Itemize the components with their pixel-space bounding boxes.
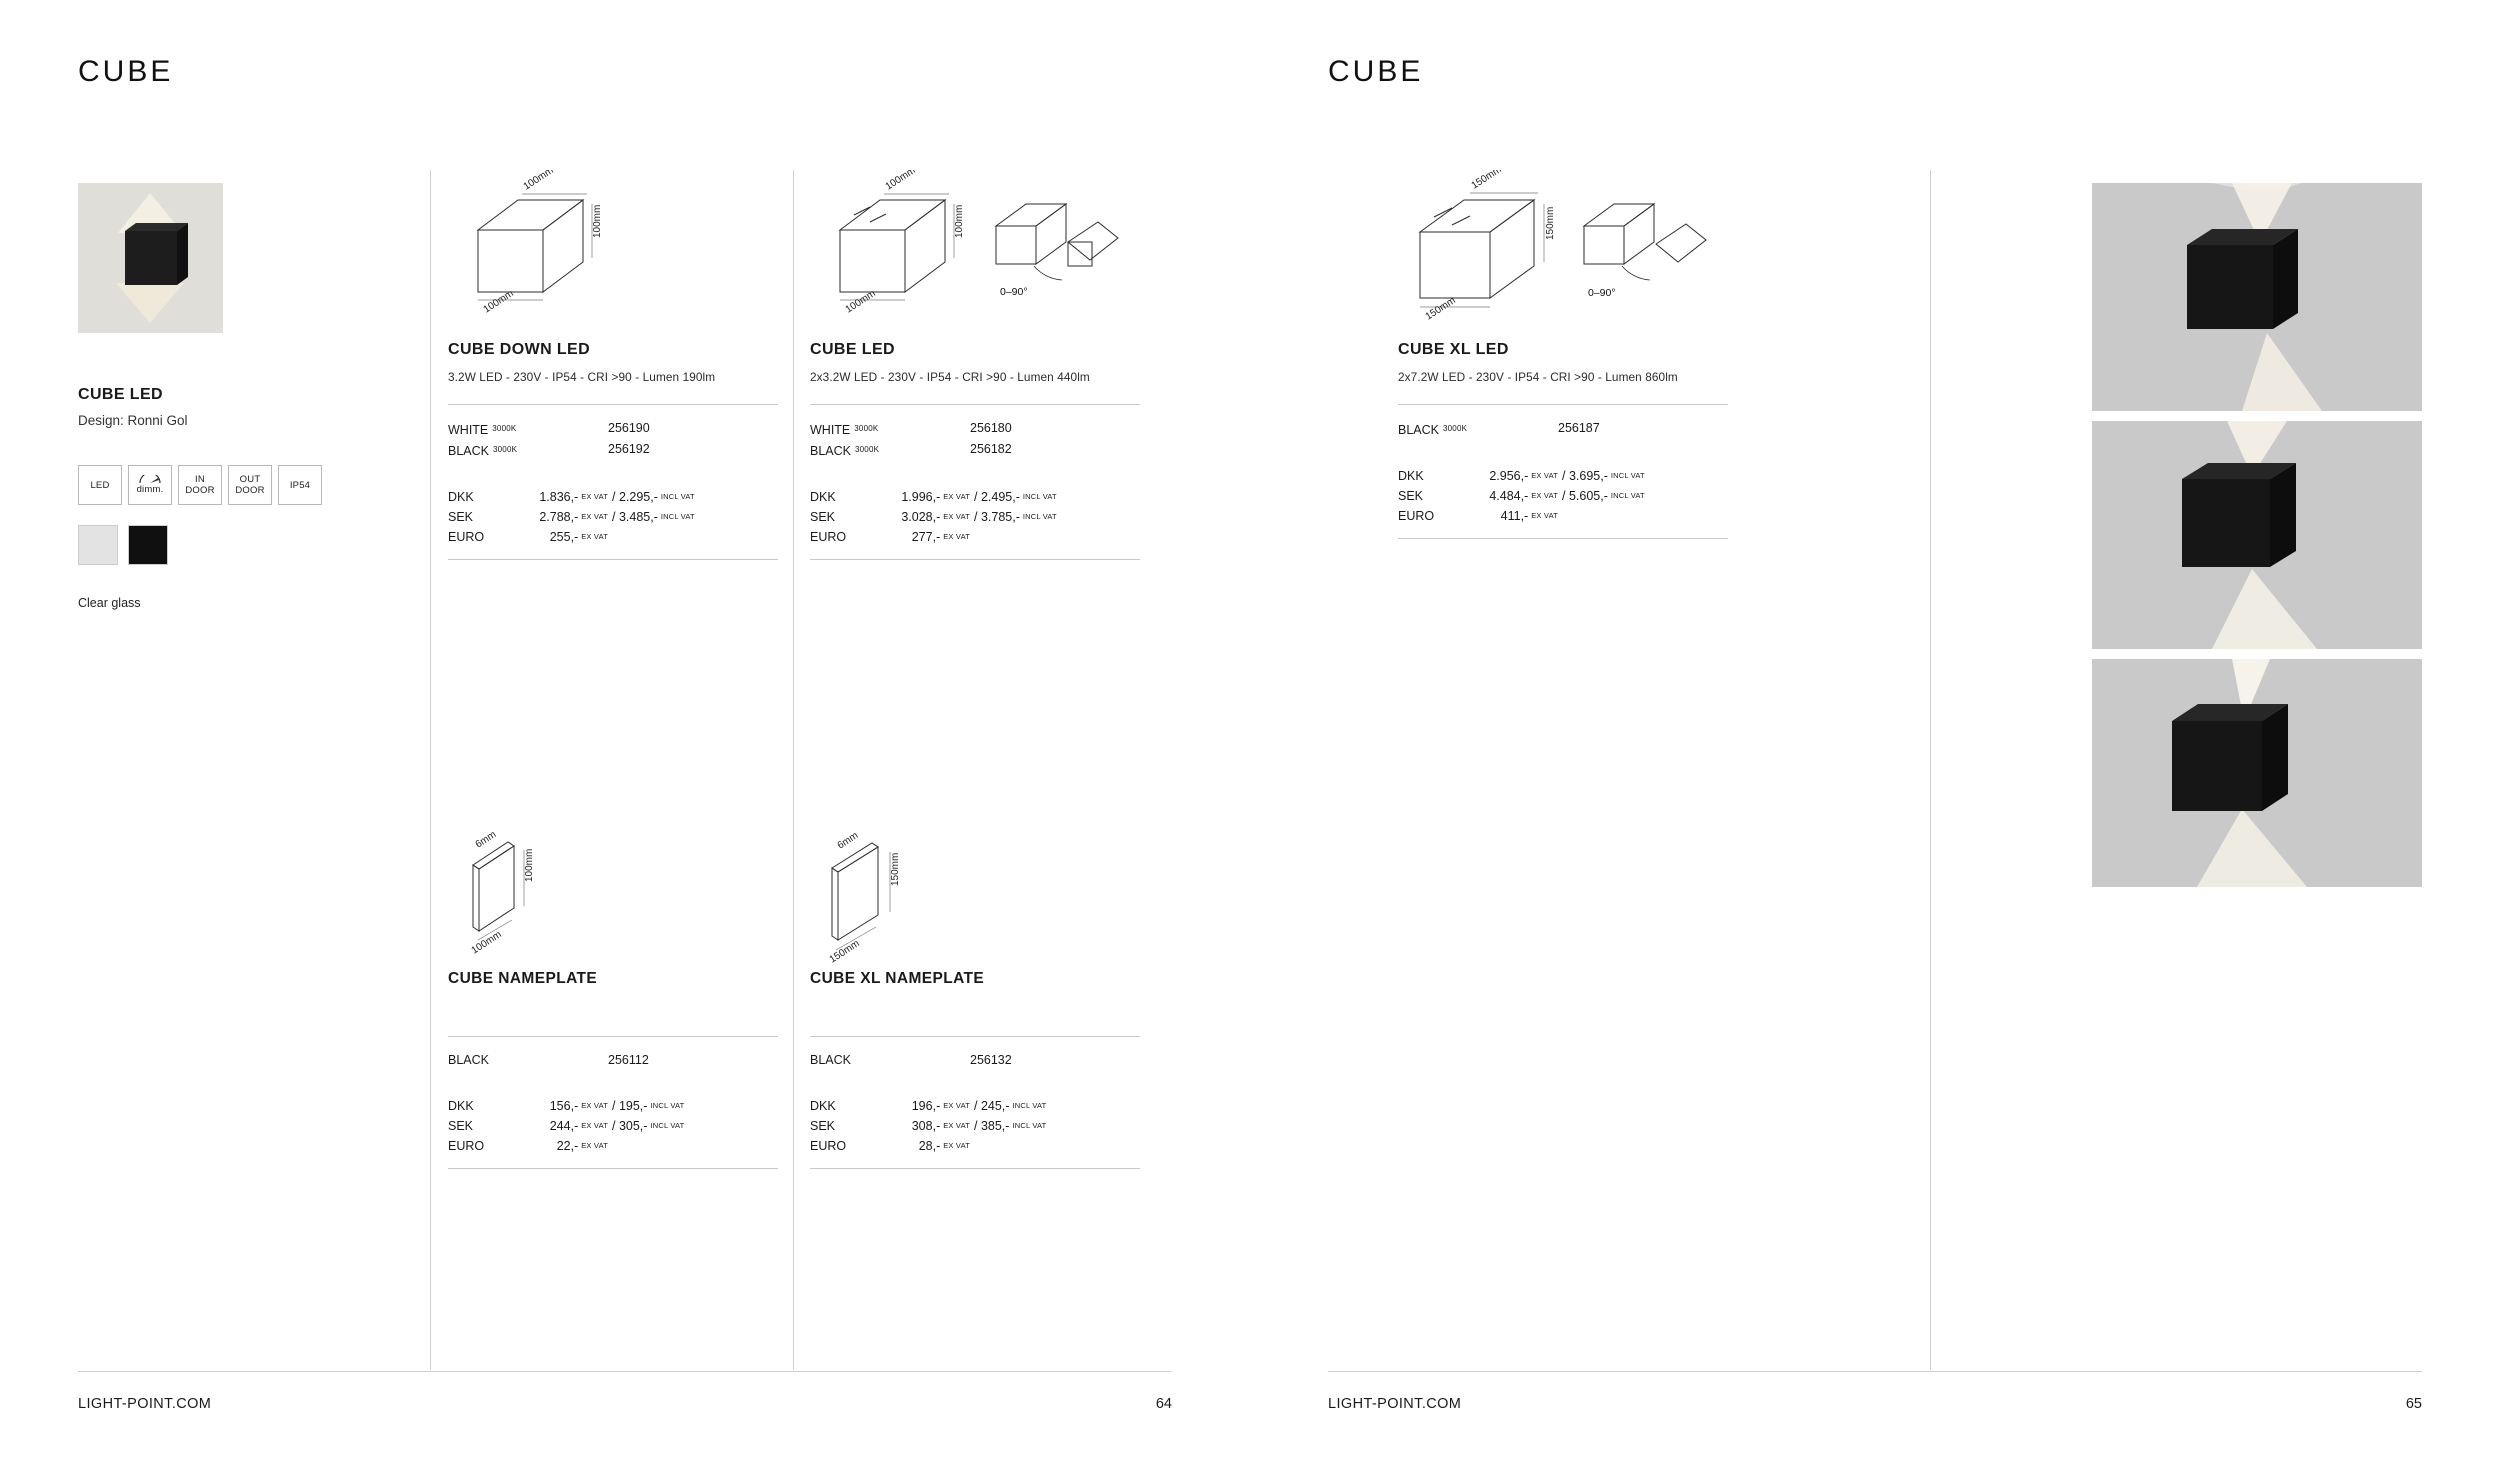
svg-text:100mm: 100mm [954,204,965,238]
divider [448,1168,778,1169]
table-row [810,419,1140,440]
code-table [448,1051,778,1070]
incl-vat-label: INCL VAT [1022,492,1057,501]
led-icon-label: LED [90,479,110,491]
currency-label: DKK [448,1099,474,1113]
currency-label: EURO [1398,509,1435,523]
nameplate-cube [448,820,778,1169]
ex-vat-label: EX VAT [943,492,970,501]
ex-vat-label: EX VAT [943,1101,970,1110]
table-row [810,1116,1140,1136]
color-swatches [78,525,168,565]
table-row [1398,486,1728,506]
table-row [448,1116,778,1136]
currency-label: SEK [810,510,836,524]
footer-url[interactable]: LIGHT-POINT.COM [1328,1396,1462,1412]
incl-vat-label: INCL VAT [1610,491,1645,500]
variant-title: CUBE LED [810,341,895,358]
table-row [448,487,778,507]
dimmable-icon [128,465,172,505]
price-ex-vat: 3.028,- [901,510,941,524]
dimension-drawing-nameplate-xl [810,820,1140,966]
footer-divider [1328,1371,2422,1372]
table-row [810,527,1140,547]
divider [448,559,778,560]
code-number: 256112 [608,1053,649,1067]
divider [810,1168,1140,1169]
ex-vat-label: EX VAT [1531,511,1558,520]
page-number: 65 [2405,1396,2422,1412]
price-incl-vat: / 3.785,- [974,510,1020,524]
table-row [448,440,778,461]
kelvin-label: 3000K [855,445,880,454]
page-number: 64 [1155,1396,1172,1412]
right-page [1250,0,2500,1470]
svg-text:100mm: 100mm [592,204,603,238]
currency-label: EURO [810,1139,847,1153]
variant-title: CUBE DOWN LED [448,341,591,358]
price-ex-vat: 411,- [1500,509,1529,523]
table-row [810,507,1140,527]
currency-label: EURO [810,530,847,544]
incl-vat-label: INCL VAT [650,1101,685,1110]
incl-vat-label: INCL VAT [660,492,695,501]
code-number: 256192 [608,442,650,456]
price-ex-vat: 255,- [549,530,579,544]
currency-label: DKK [1398,469,1424,483]
table-row [810,487,1140,507]
table-row [448,1136,778,1156]
code-color-label: BLACK [448,1053,489,1067]
svg-text:150mm: 150mm [1545,206,1556,240]
price-incl-vat: / 2.495,- [974,490,1020,504]
svg-text:100mm: 100mm [521,170,556,193]
cube-photo-up-down [2092,183,2422,411]
table-row [448,507,778,527]
svg-text:100mm: 100mm [883,170,918,193]
svg-text:6mm: 6mm [473,829,499,851]
ex-vat-label: EX VAT [581,492,608,501]
variant-cube-led [810,170,1140,560]
code-table [810,1051,1140,1070]
price-incl-vat: / 5.605,- [1562,489,1608,503]
product-photo [78,183,223,333]
table-row [810,1136,1140,1156]
svg-text:150mm: 150mm [1469,170,1504,192]
dimension-drawing-cube-led [810,170,1140,335]
indoor-icon [178,465,222,505]
outdoor-icon-label: OUT DOOR [235,474,265,496]
svg-text:150mm: 150mm [1423,295,1458,323]
currency-label: SEK [810,1119,836,1133]
incl-vat-label: INCL VAT [1012,1121,1047,1130]
divider [810,404,1140,405]
outdoor-icon [228,465,272,505]
divider [1398,404,1728,405]
code-number: 256182 [970,442,1012,456]
code-table [448,419,778,461]
svg-text:150mm: 150mm [890,852,901,886]
ex-vat-label: EX VAT [581,1141,608,1150]
price-table [448,487,778,547]
divider [1398,538,1728,539]
price-incl-vat: / 2.295,- [612,490,658,504]
column-divider-1 [430,170,431,1370]
price-table [1398,466,1728,526]
page-title: CUBE [78,55,174,88]
dimension-drawing-cube-down [448,170,778,335]
currency-label: SEK [448,1119,474,1133]
dimmable-icon-label: dimm. [136,484,164,495]
code-table [1398,419,1728,440]
currency-label: SEK [448,510,474,524]
code-color-label: BLACK [448,444,489,458]
column-divider-3 [1930,170,1931,1370]
dimension-drawing-cube-xl [1398,170,1728,335]
price-ex-vat: 156,- [549,1099,579,1113]
glass-label: Clear glass [78,596,141,610]
svg-text:100mm: 100mm [469,929,504,957]
svg-text:100mm: 100mm [843,288,878,316]
table-row [448,527,778,547]
ex-vat-label: EX VAT [581,1101,608,1110]
nameplate-cube-xl [810,820,1140,1169]
code-number: 256190 [608,421,650,435]
code-color-label: BLACK [1398,423,1439,437]
table-row [448,1096,778,1116]
svg-text:100mm: 100mm [524,848,535,882]
price-ex-vat: 1.996,- [901,490,941,504]
incl-vat-label: INCL VAT [1022,512,1057,521]
currency-label: DKK [448,490,474,504]
white-swatch[interactable] [78,525,118,565]
ex-vat-label: EX VAT [943,512,970,521]
price-ex-vat: 196,- [911,1099,941,1113]
price-table [810,487,1140,547]
currency-label: DKK [810,1099,836,1113]
code-number: 256180 [970,421,1012,435]
price-ex-vat: 277,- [911,530,941,544]
currency-label: EURO [448,1139,485,1153]
variant-cube-xl-led [1398,170,1728,539]
price-ex-vat: 22,- [556,1139,579,1153]
ex-vat-label: EX VAT [581,1121,608,1130]
code-color-label: BLACK [810,1053,851,1067]
table-row [1398,506,1728,526]
table-row [810,1096,1140,1116]
ip54-icon-label: IP54 [289,479,311,491]
price-ex-vat: 2.956,- [1489,469,1529,483]
table-row [448,1051,778,1070]
dimmable-curve-icon [138,475,162,484]
price-ex-vat: 244,- [549,1119,579,1133]
price-incl-vat: / 245,- [974,1099,1010,1113]
svg-text:150mm: 150mm [827,938,862,966]
table-row [448,419,778,440]
ex-vat-label: EX VAT [943,1141,970,1150]
code-color-label: WHITE [448,423,489,437]
ex-vat-label: EX VAT [1531,491,1558,500]
price-incl-vat: / 305,- [612,1119,648,1133]
led-icon [78,465,122,505]
variant-spec: 2x7.2W LED - 230V - IP54 - CRI >90 - Lumen 860lm [1398,370,1678,384]
svg-text:0–90°: 0–90° [1588,287,1616,299]
ex-vat-label: EX VAT [943,1121,970,1130]
ex-vat-label: EX VAT [581,532,608,541]
price-ex-vat: 2.788,- [539,510,579,524]
price-ex-vat: 308,- [911,1119,941,1133]
kelvin-label: 3000K [854,424,879,433]
cube-photo-up-down-2 [2092,421,2422,649]
ex-vat-label: EX VAT [1531,471,1558,480]
kelvin-label: 3000K [1443,424,1468,433]
divider [810,559,1140,560]
page-title: CUBE [1328,55,1424,88]
code-number: 256132 [970,1053,1012,1067]
ex-vat-label: EX VAT [943,532,970,541]
cube-photo-up-down-3 [2092,659,2422,887]
incl-vat-label: INCL VAT [1610,471,1645,480]
currency-label: SEK [1398,489,1424,503]
footer-divider [78,1371,1172,1372]
kelvin-label: 3000K [492,424,517,433]
price-ex-vat: 28,- [918,1139,941,1153]
spec-icon-row [78,465,322,505]
price-incl-vat: / 195,- [612,1099,648,1113]
code-number: 256187 [1558,421,1600,435]
product-designer: Design: Ronni Gol [78,413,188,428]
variant-title: CUBE XL LED [1398,341,1509,358]
incl-vat-label: INCL VAT [650,1121,685,1130]
price-ex-vat: 1.836,- [539,490,579,504]
price-incl-vat: / 385,- [974,1119,1010,1133]
divider [448,404,778,405]
svg-text:100mm: 100mm [481,288,516,316]
dimension-drawing-nameplate [448,820,778,960]
incl-vat-label: INCL VAT [1012,1101,1047,1110]
table-row [810,440,1140,461]
divider [448,1036,778,1037]
indoor-icon-label: IN DOOR [185,474,215,496]
table-row [1398,419,1728,440]
divider [810,1036,1140,1037]
variant-spec: 3.2W LED - 230V - IP54 - CRI >90 - Lumen 190lm [448,370,716,384]
black-swatch[interactable] [128,525,168,565]
table-row [1398,466,1728,486]
column-divider-2 [793,170,794,1370]
code-table [810,419,1140,461]
variant-cube-down-led [448,170,778,560]
svg-text:0–90°: 0–90° [1000,286,1028,298]
price-table [448,1096,778,1156]
price-table [810,1096,1140,1156]
nameplate-title: CUBE XL NAMEPLATE [810,970,985,987]
product-name: CUBE LED [78,386,163,403]
svg-text:6mm: 6mm [835,830,861,852]
code-color-label: WHITE [810,423,851,437]
price-incl-vat: / 3.695,- [1562,469,1608,483]
price-incl-vat: / 3.485,- [612,510,658,524]
variant-spec: 2x3.2W LED - 230V - IP54 - CRI >90 - Lumen 440lm [810,370,1090,384]
kelvin-label: 3000K [493,445,518,454]
currency-label: EURO [448,530,485,544]
incl-vat-label: INCL VAT [660,512,695,521]
price-ex-vat: 4.484,- [1489,489,1529,503]
ex-vat-label: EX VAT [581,512,608,521]
table-row [810,1051,1140,1070]
ip54-icon [278,465,322,505]
footer-url[interactable]: LIGHT-POINT.COM [78,1396,212,1412]
nameplate-title: CUBE NAMEPLATE [448,970,598,987]
code-color-label: BLACK [810,444,851,458]
currency-label: DKK [810,490,836,504]
photo-gallery [2092,183,2422,887]
